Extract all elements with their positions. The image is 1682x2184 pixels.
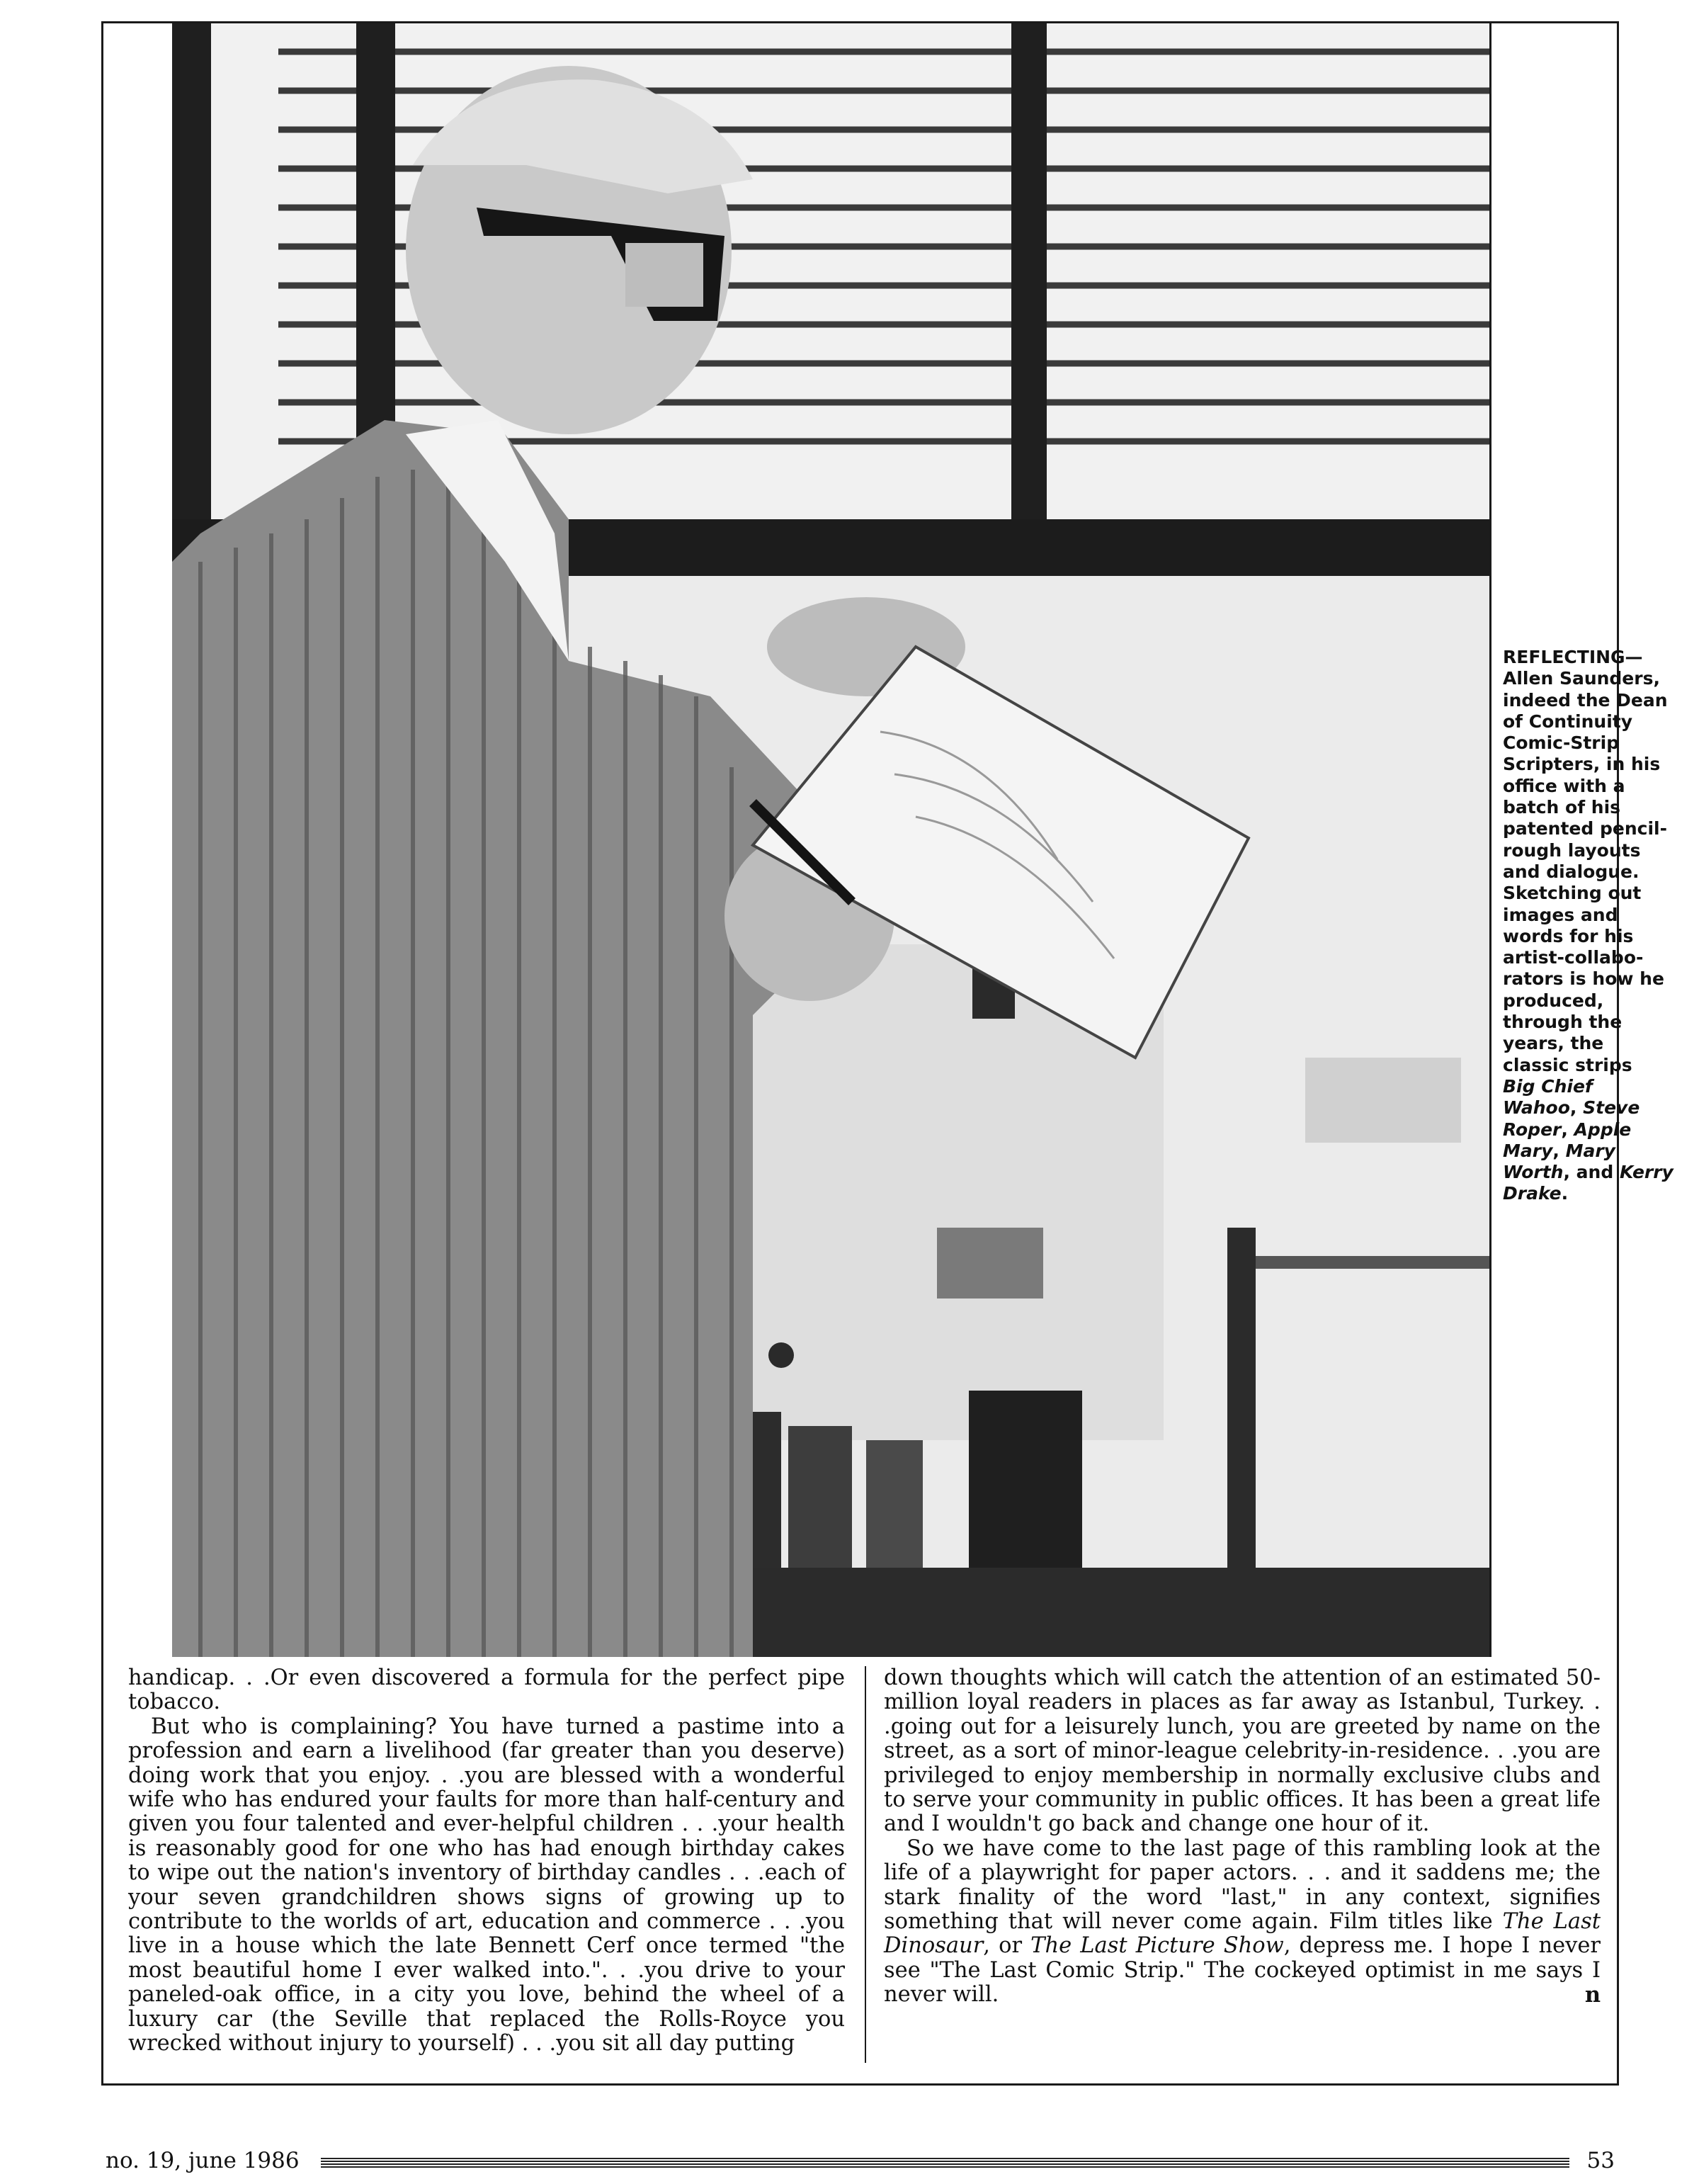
caption-end: . — [1561, 1183, 1569, 1204]
caption-strip-kerry-drake: Kerry Drake — [1503, 1162, 1674, 1204]
page-number: 53 — [1586, 2148, 1615, 2173]
caption-separator: , — [1569, 1097, 1584, 1119]
photo-caption — [1503, 647, 1680, 1205]
caption-separator: , — [1552, 1140, 1566, 1161]
article-column-left — [128, 1666, 845, 2056]
photo-allen-saunders — [172, 23, 1491, 1657]
caption-strip-steve-roper: Steve Roper — [1503, 1097, 1640, 1140]
article-paragraph — [884, 1837, 1601, 2008]
footer-rule — [321, 2158, 1569, 2168]
article-text: So we have come to the last page of this rambling look at the life of a playwright for paper actors. . . and it saddens me; the stark finality of the word "last," in any context, signifies something that will never come again. Film titles like — [884, 1835, 1601, 1935]
end-mark: n — [1584, 1982, 1601, 2008]
article-text: , or — [983, 1933, 1031, 1959]
film-title-last-dinosaur: The Last Dinosaur — [884, 1909, 1601, 1959]
film-title-last-picture-show: The Last Picture Show — [1030, 1933, 1284, 1959]
caption-lead: REFLECTING— Allen Saunders, indeed the Dean of Continuity Comic-Strip Scripters, in his office with a batch of his patented pencil- rough layouts and dialogue. Sketching out images and words for his artist-collabo- rators is how he produced, through the years, the classic strips — [1503, 647, 1668, 1075]
article-paragraph: down thoughts which will catch the attention of an estimated 50-million loyal readers in places as far away as Istanbul, Turkey. . .going out for a leisurely lunch, you are greeted by name on the street, as a sort of minor-league celebrity-in-residence. . .you are privileged to enjoy membership in normally exclusive clubs and to serve your community in public offices. It has been a great life and I wouldn't go back and change one hour of it. — [884, 1665, 1601, 1837]
caption-separator: , and — [1563, 1162, 1620, 1183]
caption-strip-mary-worth: Mary Worth — [1503, 1140, 1615, 1183]
caption-strip-apple-mary: Apple Mary — [1503, 1119, 1632, 1161]
caption-separator: , — [1561, 1119, 1574, 1140]
article-paragraph: But who is complaining? You have turned a pastime into a profession and earn a livelihood (far greater than you deserve) doing work that you enjoy. . .you are blessed with a wonderful wife who has endured your faults for more than half-century and given you four talented and ever-helpful children . . .your health is reasonably good for one who has had enough birthday cakes to wipe out the nation's inventory of birthday candles . . .each of your seven grandchildren shows signs of growing up to contribute to the worlds of art, education and commerce . . .you live in a house which the late Bennett Cerf once termed "the most beautiful home I ever walked into.". . .you drive to your paneled-oak office, in a city you love, behind the wheel of a luxury car (the Seville that replaced the Rolls-Royce you wrecked without injury to yourself) . . .you sit all day putting — [128, 1714, 845, 2056]
issue-label: no. 19, june 1986 — [106, 2148, 305, 2173]
caption-strip-big-chief-wahoo: Big Chief Wahoo — [1503, 1075, 1593, 1119]
column-divider — [865, 1666, 866, 2063]
article-column-right — [884, 1666, 1601, 2008]
article-text: , depress me. I hope I never see "The Last Comic Strip." The cockeyed optimist in me says I never will. — [884, 1933, 1601, 2008]
article-paragraph: handicap. . .Or even discovered a formula for the perfect pipe tobacco. — [128, 1665, 845, 1715]
article-body — [101, 1652, 1619, 2087]
photo-illustration — [172, 23, 1489, 1657]
page-footer — [101, 2148, 1619, 2179]
